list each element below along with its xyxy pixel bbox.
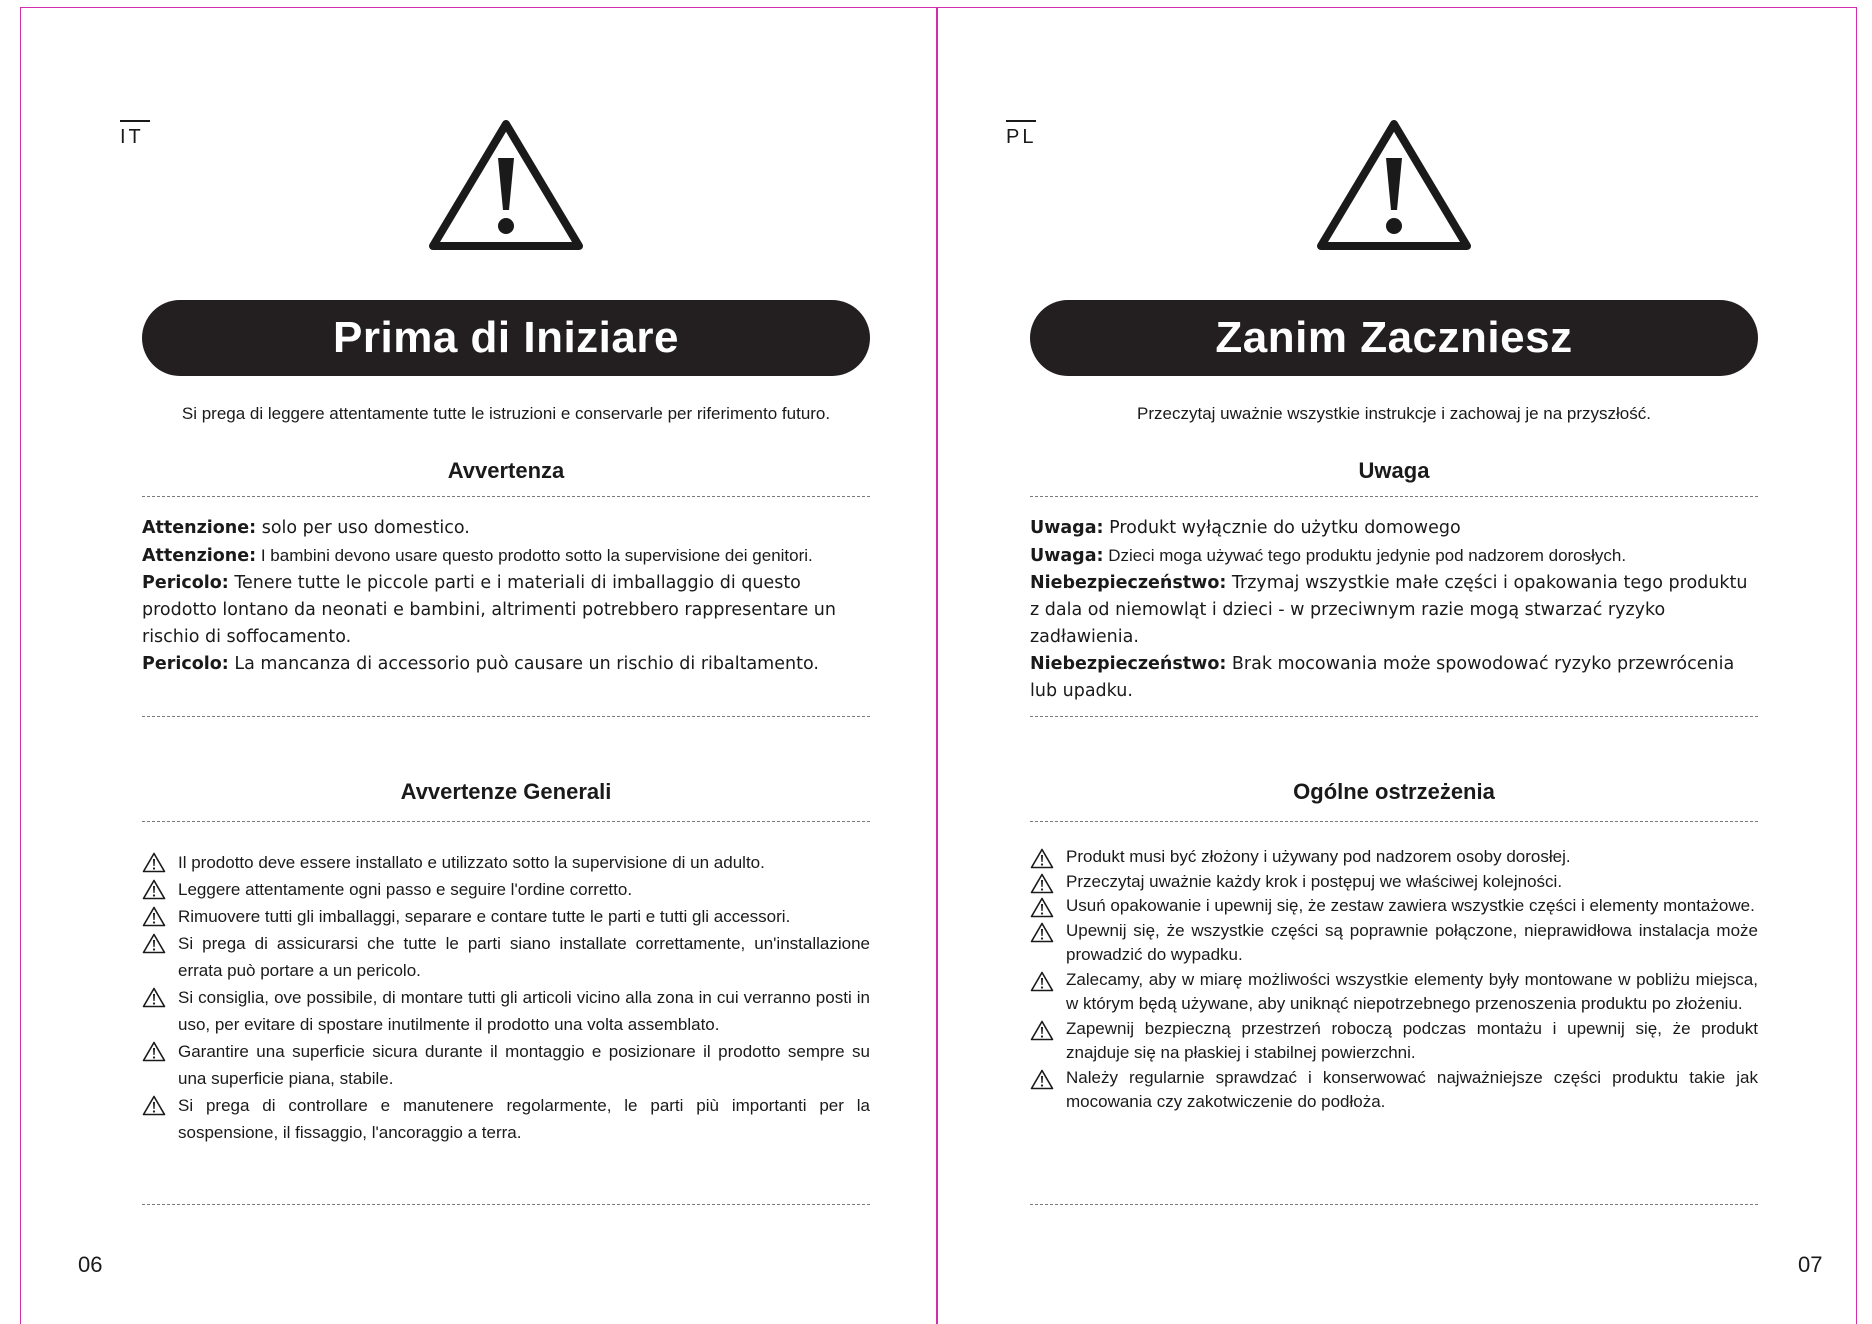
- page-number: 06: [78, 1252, 103, 1277]
- general-warnings-list: [1030, 845, 1758, 1115]
- warning-item: [142, 651, 870, 678]
- warning-bullet-icon: [142, 906, 166, 927]
- page-number: 07: [1798, 1252, 1823, 1277]
- list-item-text: Zalecamy, aby w miarę możliwości wszystkie elementy były montowane w pobliżu miejsca, w którym będą używane, aby uniknąć niepotrzebnego przenoszenia produktu po złożeniu.: [1066, 969, 1758, 1013]
- warning-text: Produkt wyłącznie do użytku domowego: [1103, 518, 1461, 538]
- warning-bullet-icon: [142, 1095, 166, 1116]
- general-warnings-list: [142, 849, 870, 1146]
- list-item: [1030, 968, 1758, 1017]
- warning-bullet-icon: [1030, 971, 1054, 992]
- warning-item: [1030, 515, 1758, 542]
- divider: [1030, 821, 1758, 822]
- warning-item: [142, 542, 870, 570]
- warning-text: Dzieci moga używać tego produktu jedynie pod nadzorem dorosłych.: [1103, 546, 1627, 565]
- warning-label: Niebezpieczeństwo:: [1030, 573, 1227, 593]
- warning-bullet-icon: [1030, 897, 1054, 918]
- list-item-text: Zapewnij bezpieczną przestrzeń roboczą podczas montażu i upewnij się, że produkt znajduje się na płaskiej i stabilnej powierzchni.: [1066, 1018, 1758, 1062]
- warning-bullet-icon: [142, 852, 166, 873]
- warning-text: La mancanza di accessorio può causare un rischio di ribaltamento.: [228, 654, 819, 674]
- warning-text: I bambini devono usare questo prodotto sotto la supervisione dei genitori.: [256, 546, 813, 565]
- intro-text: Si prega di leggere attentamente tutte le istruzioni e conservarle per riferimento futuro.: [181, 404, 831, 423]
- list-item: [1030, 845, 1758, 870]
- divider: [142, 496, 870, 497]
- warning-label: Attenzione:: [142, 546, 257, 566]
- warning-bullet-icon: [142, 987, 166, 1008]
- warning-triangle-icon: [1316, 118, 1472, 252]
- warning-item: [142, 515, 870, 542]
- warning-heading: Avvertenza: [447, 458, 565, 483]
- list-item-text: Si prega di controllare e manutenere regolarmente, le parti più importanti per la sospensione, il fissaggio, l'ancoraggio a terra.: [178, 1096, 870, 1142]
- warning-item: [1030, 542, 1758, 570]
- language-code: IT: [120, 126, 144, 148]
- warning-label: Niebezpieczeństwo:: [1030, 654, 1227, 674]
- page-title: Prima di Iniziare: [142, 300, 870, 376]
- language-tag: [120, 120, 150, 149]
- list-item: [142, 984, 870, 1038]
- list-item: [142, 849, 870, 876]
- warning-label: Attenzione:: [142, 518, 257, 538]
- divider: [1030, 716, 1758, 717]
- list-item: [1030, 919, 1758, 968]
- warning-text: Trzymaj wszystkie małe części i opakowania tego produktu z dala od niemowląt i dzieci - w przeciwnym razie mogą stwarzać ryzyko zadławienia.: [1030, 573, 1748, 647]
- intro-text: Przeczytaj uważnie wszystkie instrukcje i zachowaj je na przyszłość.: [1137, 404, 1651, 423]
- warning-label: Pericolo:: [142, 654, 229, 674]
- warning-text: solo per uso domestico.: [256, 518, 470, 538]
- list-item-text: Upewnij się, że wszystkie części są poprawnie połączone, nieprawidłowa instalacja może prowadzić do wypadku.: [1066, 920, 1758, 964]
- list-item-text: Leggere attentamente ogni passo e seguire l'ordine corretto.: [178, 880, 633, 899]
- warning-triangle-icon: [428, 118, 584, 252]
- list-item: [142, 903, 870, 930]
- warning-item: [142, 570, 870, 651]
- warning-bullet-icon: [1030, 922, 1054, 943]
- divider: [1030, 496, 1758, 497]
- warning-bullet-icon: [142, 933, 166, 954]
- list-item-text: Si consiglia, ove possibile, di montare tutti gli articoli vicino alla zona in cui verranno posti in uso, per evitare di spostare inutilmente il prodotto una volta assemblato.: [178, 988, 870, 1034]
- warning-bullet-icon: [1030, 848, 1054, 869]
- page-title: Zanim Zaczniesz: [1030, 300, 1758, 376]
- list-item-text: Przeczytaj uważnie każdy krok i postępuj we właściwej kolejności.: [1066, 871, 1563, 891]
- general-heading: Ogólne ostrzeżenia: [1293, 779, 1495, 804]
- warning-bullet-icon: [1030, 873, 1054, 894]
- warning-bullet-icon: [142, 1041, 166, 1062]
- warning-text: Brak mocowania może spowodować ryzyko przewrócenia lub upadku.: [1030, 654, 1735, 701]
- warning-block: [1030, 515, 1758, 705]
- divider: [142, 821, 870, 822]
- list-item-text: Należy regularnie sprawdzać i konserwować najważniejsze części produktu takie jak mocowania czy zakotwiczenie do podłoża.: [1066, 1067, 1758, 1111]
- divider: [1030, 1204, 1758, 1205]
- language-tag-bar: [1006, 120, 1036, 122]
- warning-label: Uwaga:: [1030, 518, 1104, 538]
- warning-bullet-icon: [1030, 1020, 1054, 1041]
- list-item-text: Rimuovere tutti gli imballaggi, separare e contare tutte le parti e tutti gli accessori.: [178, 907, 791, 926]
- list-item-text: Il prodotto deve essere installato e utilizzato sotto la supervisione di un adulto.: [178, 853, 765, 872]
- page-polish: [936, 0, 1872, 1324]
- general-heading: Avvertenze Generali: [400, 779, 612, 804]
- list-item: [142, 930, 870, 984]
- warning-heading: Uwaga: [1358, 458, 1430, 483]
- divider: [142, 716, 870, 717]
- list-item-text: Si prega di assicurarsi che tutte le parti siano installate correttamente, un'installazione errata può portare a un pericolo.: [178, 934, 870, 980]
- warning-label: Pericolo:: [142, 573, 229, 593]
- list-item: [142, 876, 870, 903]
- list-item: [1030, 1066, 1758, 1115]
- warning-item: [1030, 651, 1758, 705]
- list-item-text: Produkt musi być złożony i używany pod nadzorem osoby dorosłej.: [1066, 847, 1571, 866]
- list-item: [1030, 870, 1758, 895]
- warning-text: Tenere tutte le piccole parti e i materiali di imballaggio di questo prodotto lontano da neonati e bambini, altrimenti potrebbero rappresentare un rischio di soffocamento.: [142, 573, 836, 647]
- warning-label: Uwaga:: [1030, 546, 1104, 566]
- language-tag: [1006, 120, 1036, 149]
- list-item: [1030, 894, 1758, 919]
- warning-bullet-icon: [142, 879, 166, 900]
- warning-bullet-icon: [1030, 1069, 1054, 1090]
- list-item-text: Usuń opakowanie i upewnij się, że zestaw zawiera wszystkie części i elementy montażowe.: [1066, 896, 1755, 915]
- list-item: [1030, 1017, 1758, 1066]
- list-item: [142, 1092, 870, 1146]
- divider: [142, 1204, 870, 1205]
- list-item-text: Garantire una superficie sicura durante il montaggio e posizionare il prodotto sempre su una superficie piana, stabile.: [178, 1042, 870, 1088]
- warning-block: [142, 515, 870, 678]
- language-tag-bar: [120, 120, 150, 122]
- warning-item: [1030, 570, 1758, 651]
- list-item: [142, 1038, 870, 1092]
- language-code: PL: [1006, 126, 1037, 148]
